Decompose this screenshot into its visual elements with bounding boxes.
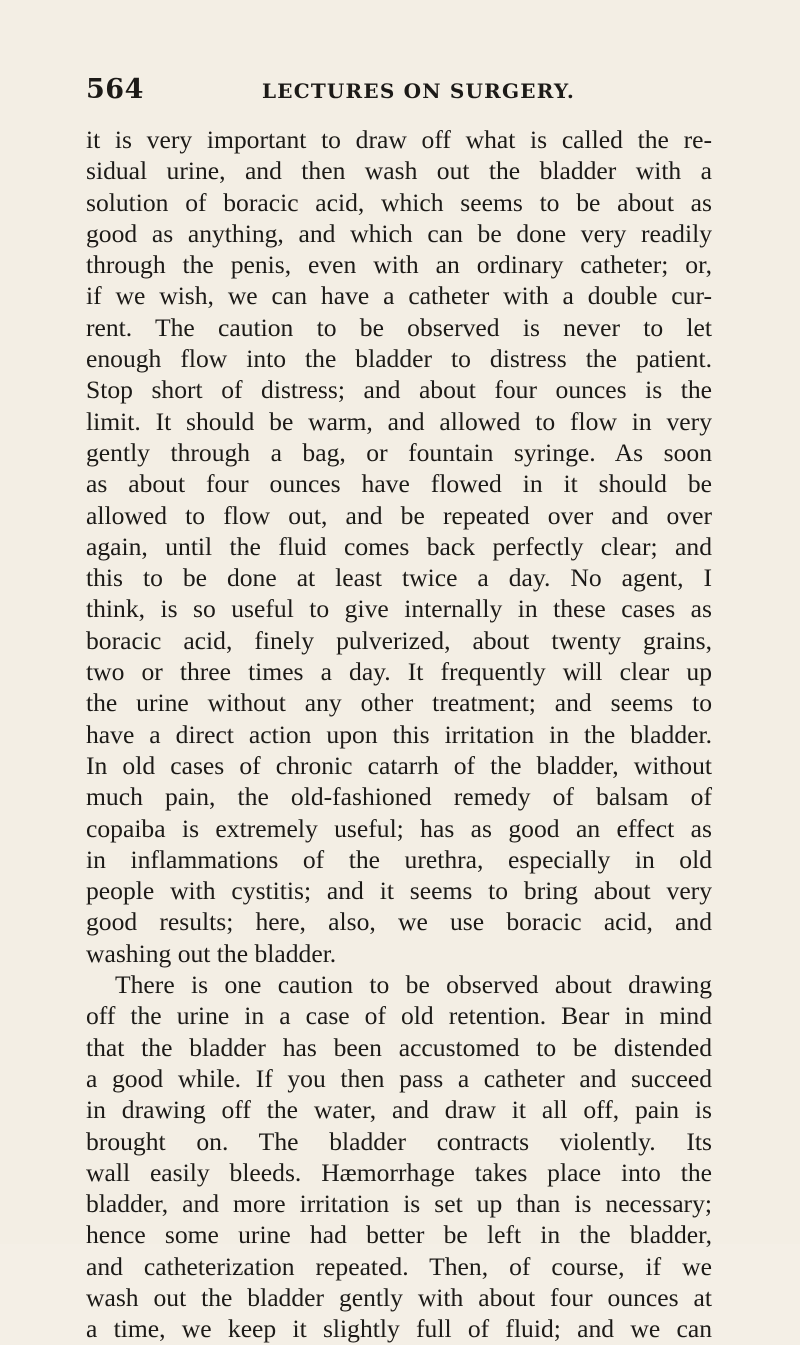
text-line: In old cases of chronic catarrh of the bladder, without [86,750,712,780]
text-line: that the bladder has been accustomed to be distended [86,1032,712,1062]
text-line: washing out the bladder. [86,938,337,968]
text-line: much pain, the old-fashioned remedy of balsam of [86,782,712,812]
text-line: if we wish, we can have a catheter with a double cur- [86,281,712,311]
text-line: brought on. The bladder contracts violently. Its [86,1126,712,1156]
running-title: LECTURES ON SURGERY. [262,79,575,103]
text-line: wash out the bladder gently with about four ounces at [86,1282,712,1312]
text-line: gently through a bag, or fountain syringe. As soon [86,437,712,467]
text-line: in inflammations of the urethra, especially in old [86,844,712,874]
text-line: again, until the fluid comes back perfectly clear; and [86,531,712,561]
text-line: a good while. If you then pass a catheter and succeed [86,1063,712,1093]
text-line: sidual urine, and then wash out the bladder with a [86,156,712,186]
text-line: wall easily bleeds. Hæmorrhage takes place into the [86,1157,712,1187]
text-line: in drawing off the water, and draw it all off, pain is [86,1095,712,1125]
text-line: two or three times a day. It frequently will clear up [86,657,712,687]
text-line: good results; here, also, we use boracic acid, and [86,907,712,937]
text-line: off the urine in a case of old retention. Bear in mind [86,1001,712,1031]
text-line: this to be done at least twice a day. No agent, I [86,563,712,593]
text-line: through the penis, even with an ordinary catheter; or, [86,250,712,280]
text-line: boracic acid, finely pulverized, about twenty grains, [86,625,712,655]
text-line: think, is so useful to give internally in these cases as [86,594,712,624]
text-line: and catheterization repeated. Then, of course, if we [86,1251,712,1281]
text-line: a time, we keep it slightly full of fluid; and we can [86,1314,712,1344]
text-line: enough flow into the bladder to distress the patient. [86,344,712,374]
text-line: rent. The caution to be observed is never to let [86,312,712,342]
page-header [86,74,716,110]
text-line: There is one caution to be observed about drawing [115,970,712,1000]
text-line: hence some urine had better be left in the bladder, [86,1220,712,1250]
text-line: copaiba is extremely useful; has as good an effect as [86,813,712,843]
text-line: bladder, and more irritation is set up than is necessary; [86,1189,712,1219]
text-line: solution of boracic acid, which seems to be about as [86,187,712,217]
text-line: people with cystitis; and it seems to bring about very [86,876,712,906]
text-line: good as anything, and which can be done very readily [86,218,712,248]
page-number: 564 [86,74,144,105]
text-line: limit. It should be warm, and allowed to flow in very [86,406,712,436]
text-line: the urine without any other treatment; and seems to [86,688,712,718]
text-line: as about four ounces have flowed in it should be [86,469,712,499]
body-text [86,124,712,1345]
text-line: Stop short of distress; and about four ounces is the [86,375,712,405]
text-line: allowed to flow out, and be repeated over and over [86,500,712,530]
text-line: it is very important to draw off what is called the re- [86,125,712,154]
text-line: have a direct action upon this irritation in the bladder. [86,719,712,749]
